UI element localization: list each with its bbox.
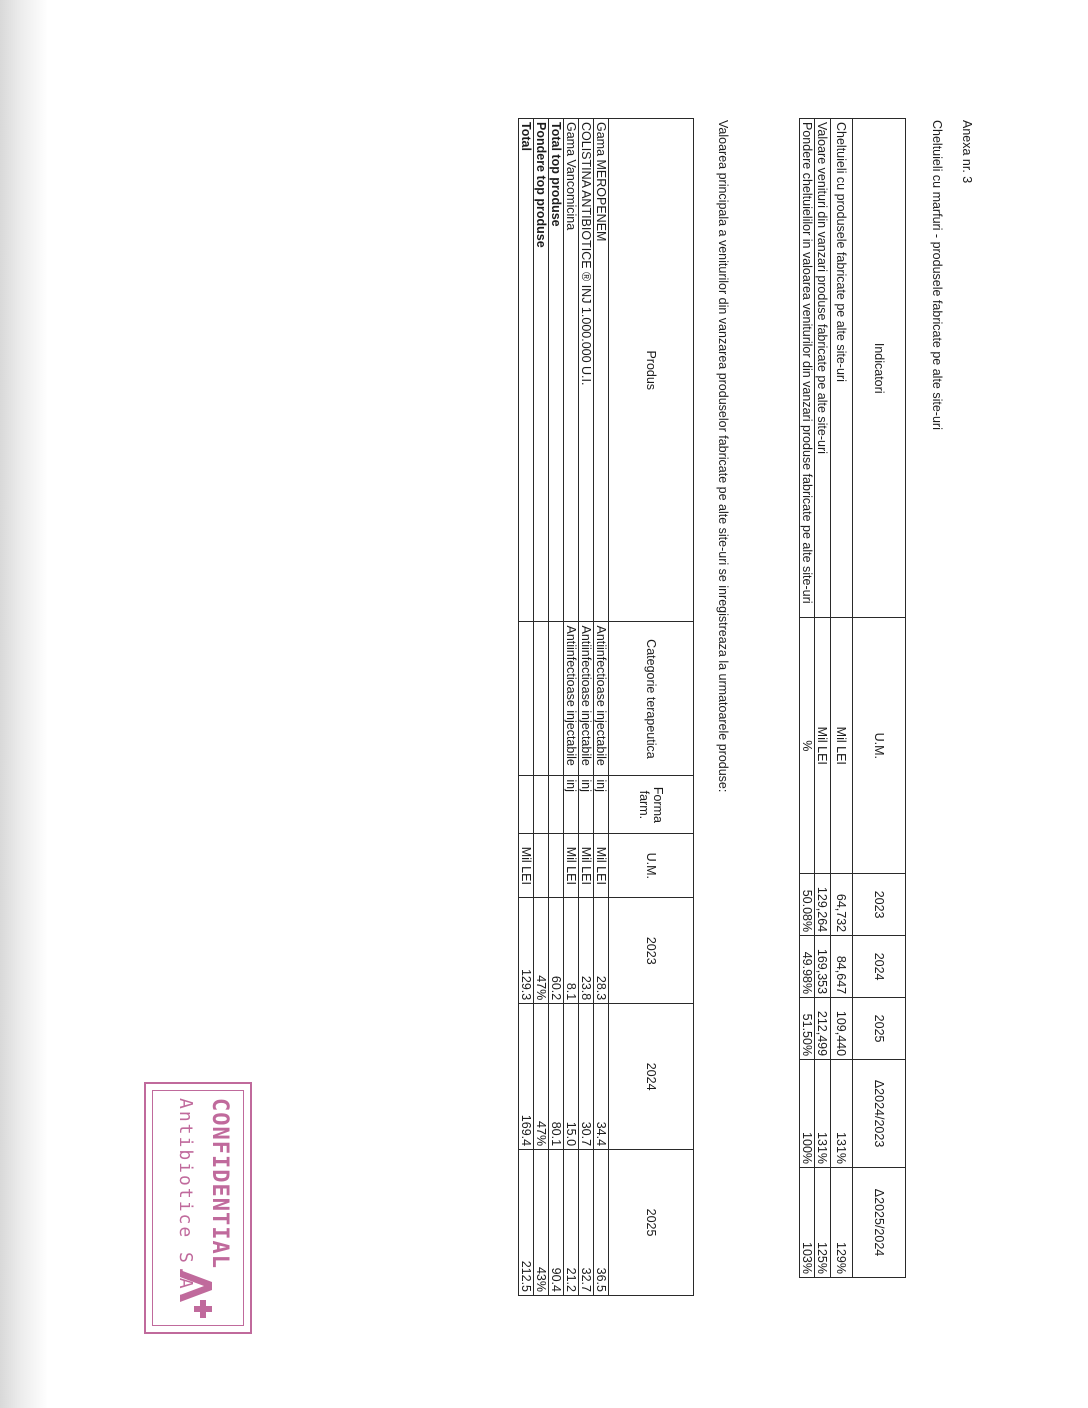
header-cell: Indicatori — [853, 119, 906, 618]
header-cell: U.M. — [609, 834, 694, 898]
confidential-stamp — [144, 1082, 252, 1334]
header-cell: Δ2024/2023 — [853, 1060, 906, 1168]
cell: Pondere top produse — [534, 119, 549, 622]
header-cell: 2024 — [853, 936, 906, 998]
cell: 100% — [800, 1060, 815, 1168]
table-row — [519, 119, 534, 1296]
cell: 131% — [831, 1060, 853, 1168]
header-cell: 2023 — [853, 874, 906, 936]
cell: Antiinfectioase injectabile — [564, 622, 579, 776]
cell: 212.5 — [519, 1150, 534, 1296]
cell — [534, 622, 549, 776]
cell: 34.4 — [594, 1004, 609, 1150]
cell: 47% — [534, 1004, 549, 1150]
cell: Mil LEI — [579, 834, 594, 898]
cell: 169,353 — [815, 936, 831, 998]
table-row — [815, 119, 831, 1278]
cell — [519, 622, 534, 776]
cell: inj — [594, 776, 609, 834]
header-cell: Categorie terapeutica — [609, 622, 694, 776]
cell: 169.4 — [519, 1004, 534, 1150]
cell: 90.4 — [549, 1150, 564, 1296]
cell: 129,264 — [815, 874, 831, 936]
header-cell: U.M. — [853, 618, 906, 874]
scan-shadow-edge — [0, 0, 48, 1408]
cell: Valoare venituri din vanzari produse fabricate pe alte site-uri — [815, 119, 831, 618]
cell: Cheltuieli cu produsele fabricate pe alte site-uri — [831, 119, 853, 618]
table-row — [831, 119, 853, 1278]
cell: 129.3 — [519, 898, 534, 1004]
cell: 28.3 — [594, 898, 609, 1004]
cell: Antiinfectioase injectabile — [579, 622, 594, 776]
cell: 84,647 — [831, 936, 853, 998]
section2-title: Valoarea principala a veniturilor din vanzarea produselor fabricate pe alte site-uri se inregistreaza la urmatoarele produse: — [716, 120, 730, 793]
table-header-row — [609, 119, 694, 1296]
table-row — [800, 119, 815, 1278]
cell: 80.1 — [549, 1004, 564, 1150]
products-table — [518, 118, 694, 1296]
cell — [519, 776, 534, 834]
table-row — [534, 119, 549, 1296]
cell: 47% — [534, 898, 549, 1004]
cell: 50.08% — [800, 874, 815, 936]
cell: 60.2 — [549, 898, 564, 1004]
company-logo-icon — [172, 1264, 220, 1320]
cell: 23.8 — [579, 898, 594, 1004]
cell: Total top produse — [549, 119, 564, 622]
cell — [534, 776, 549, 834]
header-cell: 2024 — [609, 1004, 694, 1150]
cell: COLISTINA ANTIBIOTICE ® INJ 1.000.000 U.I. — [579, 119, 594, 622]
cell: 125% — [815, 1168, 831, 1278]
cell: 32.7 — [579, 1150, 594, 1296]
cell: 15.0 — [564, 1004, 579, 1150]
cell: Pondere cheltuielilor in valoarea veniturilor din vanzari produse fabricate pe alte site-uri — [800, 119, 815, 618]
costs-table — [799, 118, 906, 1278]
cell: 129% — [831, 1168, 853, 1278]
cell: Mil LEI — [594, 834, 609, 898]
header-cell: Forma farm. — [609, 776, 694, 834]
stamp-line-2: Antibiotice S.A. — [175, 1098, 196, 1304]
cell: Total — [519, 119, 534, 622]
cell: Mil LEI — [519, 834, 534, 898]
header-cell: Produs — [609, 119, 694, 622]
table-row — [579, 119, 594, 1296]
cell: Gama Vancomicina — [564, 119, 579, 622]
cell: 8.1 — [564, 898, 579, 1004]
header-cell: 2023 — [609, 898, 694, 1004]
cell: % — [800, 618, 815, 874]
cell: 212,499 — [815, 998, 831, 1060]
cell: Mil LEI — [831, 618, 853, 874]
cell: 30.7 — [579, 1004, 594, 1150]
table-row — [564, 119, 579, 1296]
cell: Mil LEI — [564, 834, 579, 898]
header-cell: Δ2025/2024 — [853, 1168, 906, 1278]
header-cell: 2025 — [853, 998, 906, 1060]
annex-label: Anexa nr. 3 — [960, 120, 974, 184]
cell: 103% — [800, 1168, 815, 1278]
header-cell: 2025 — [609, 1150, 694, 1296]
cell: 109,440 — [831, 998, 853, 1060]
cell: 131% — [815, 1060, 831, 1168]
cell: 43% — [534, 1150, 549, 1296]
cell: Antiinfectioase injectabile — [594, 622, 609, 776]
table-header-row — [853, 119, 906, 1278]
cell — [549, 622, 564, 776]
cell: 21.2 — [564, 1150, 579, 1296]
section1-title: Cheltuieli cu marfuri - produsele fabricate pe alte site-uri — [930, 120, 944, 430]
table-row — [549, 119, 564, 1296]
cell: 36.5 — [594, 1150, 609, 1296]
cell: 64,732 — [831, 874, 853, 936]
cell: Gama MEROPENEM — [594, 119, 609, 622]
stamp-line-1: CONFIDENTIAL — [207, 1098, 232, 1269]
cell: Mil LEI — [815, 618, 831, 874]
table-row — [594, 119, 609, 1296]
cell — [549, 776, 564, 834]
cell: inj — [579, 776, 594, 834]
cell: 51.50% — [800, 998, 815, 1060]
cell: inj — [564, 776, 579, 834]
cell: 49.98% — [800, 936, 815, 998]
cell — [549, 834, 564, 898]
cell — [534, 834, 549, 898]
